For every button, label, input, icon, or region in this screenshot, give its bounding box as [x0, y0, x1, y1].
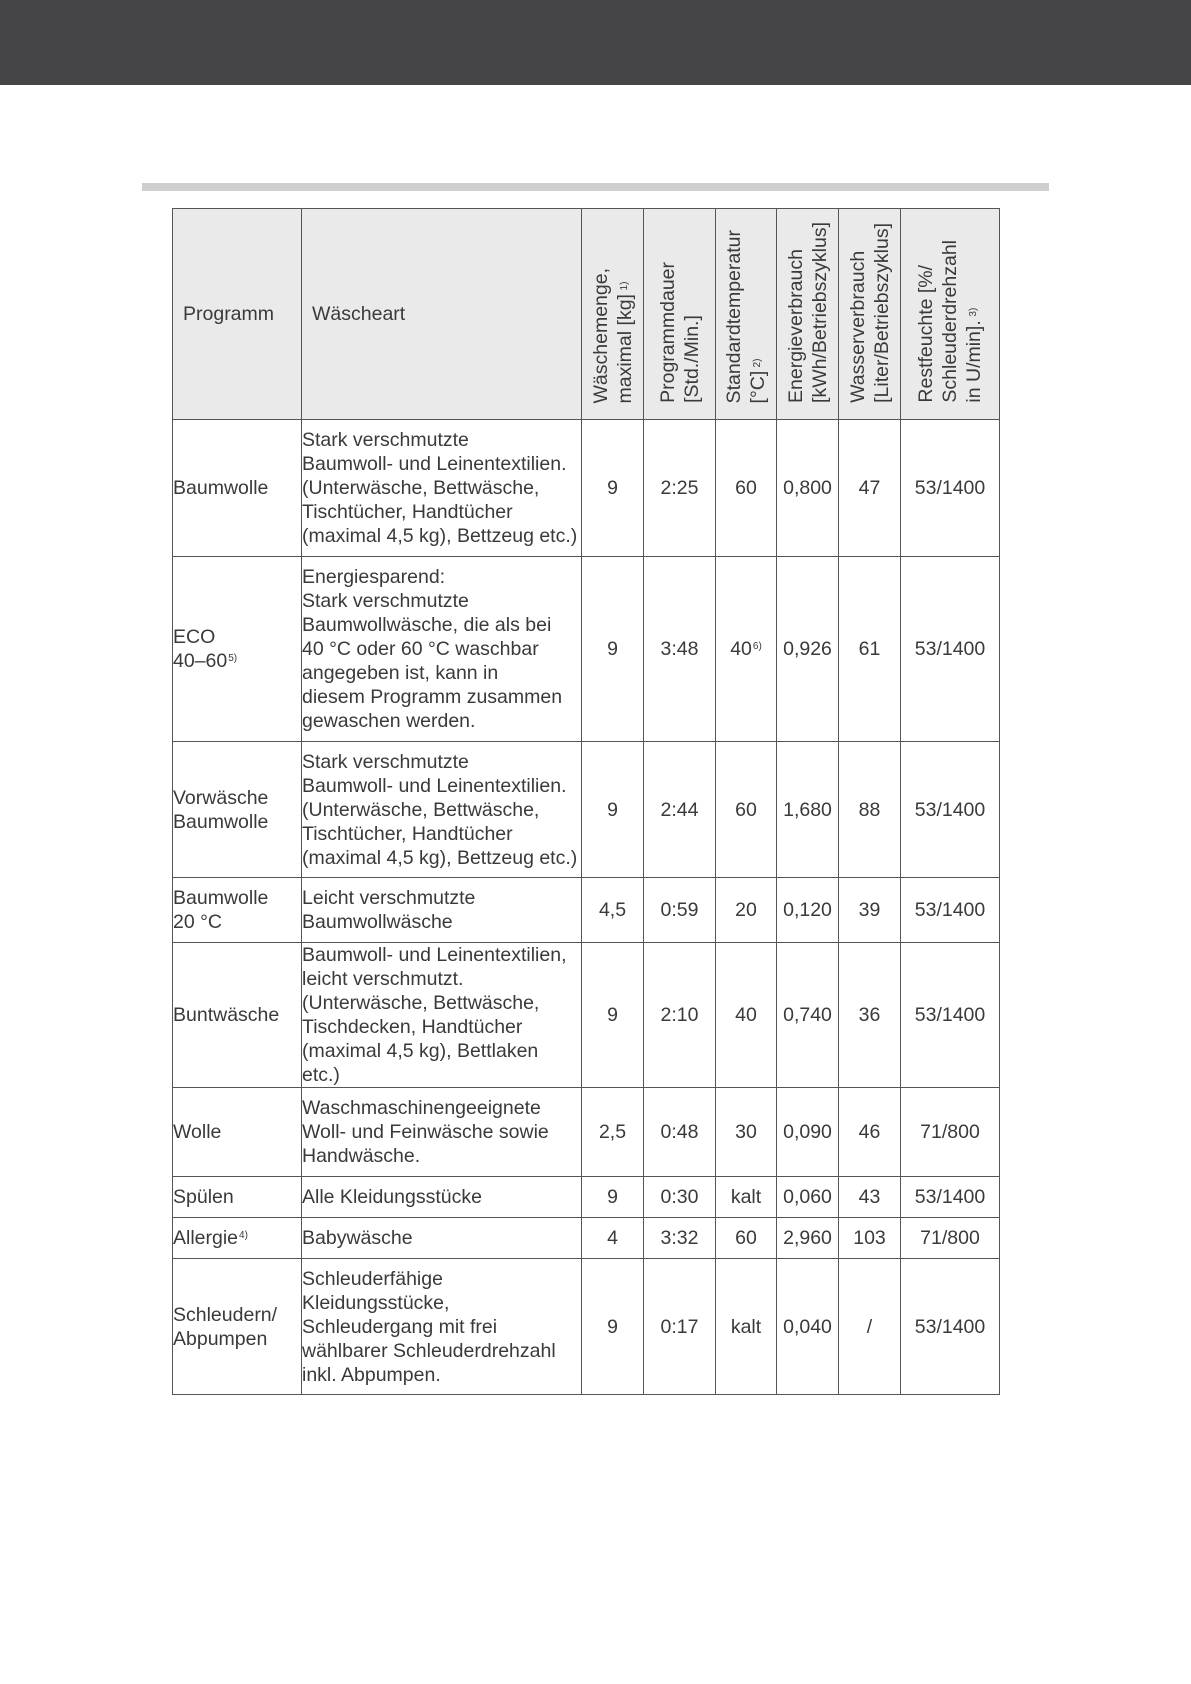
moisture-spin-cell: 53/1400: [901, 1259, 1000, 1395]
temperature-cell: kalt: [716, 1177, 777, 1218]
laundry-type-cell: Baumwoll- und Leinentextilien, leicht verschmutzt. (Unterwäsche, Bettwäsche, Tischdecken, Handtücher (maximal 4,5 kg), Bettlaken etc.): [302, 943, 582, 1088]
header-restfeuchte: Restfeuchte [%/ Schleuderdrehzahl in U/min]. $^{3)}$: [901, 209, 1000, 420]
load-cell: 9: [582, 557, 644, 742]
moisture-spin-cell: 53/1400: [901, 742, 1000, 878]
water-cell: 39: [839, 878, 901, 943]
temperature-cell: 40: [716, 943, 777, 1088]
program-name-cell: Allergie$^{4)}$: [173, 1218, 302, 1259]
energy-cell: 0,926: [777, 557, 839, 742]
program-name-cell: Buntwäsche: [173, 943, 302, 1088]
header-programmdauer: Programmdauer [Std./Min.]: [644, 209, 716, 420]
moisture-spin-cell: 71/800: [901, 1218, 1000, 1259]
program-name-cell: Spülen: [173, 1177, 302, 1218]
header-waeschemenge: Wäschemenge, maximal [kg] $^{1)}$: [582, 209, 644, 420]
top-header-bar: [0, 0, 1191, 85]
load-cell: 9: [582, 1259, 644, 1395]
duration-cell: 2:10: [644, 943, 716, 1088]
load-cell: 9: [582, 1177, 644, 1218]
load-cell: 9: [582, 420, 644, 557]
energy-cell: 0,800: [777, 420, 839, 557]
water-cell: 36: [839, 943, 901, 1088]
duration-cell: 0:59: [644, 878, 716, 943]
load-cell: 2,5: [582, 1088, 644, 1177]
water-cell: 46: [839, 1088, 901, 1177]
header-standardtemperatur: Standardtemperatur [°C] $^{2)}$: [716, 209, 777, 420]
laundry-type-cell: Energiesparend: Stark verschmutzte Baumwollwäsche, die als bei 40 °C oder 60 °C waschbar angegeben ist, kann in diesem Programm zusammen gewaschen werden.: [302, 557, 582, 742]
energy-cell: 0,040: [777, 1259, 839, 1395]
table-row: [173, 1259, 1000, 1395]
table-row: [173, 1088, 1000, 1177]
laundry-type-cell: Babywäsche: [302, 1218, 582, 1259]
load-cell: 4: [582, 1218, 644, 1259]
water-cell: 61: [839, 557, 901, 742]
laundry-type-cell: Alle Kleidungsstücke: [302, 1177, 582, 1218]
water-cell: 88: [839, 742, 901, 878]
laundry-type-cell: Leicht verschmutzte Baumwollwäsche: [302, 878, 582, 943]
water-cell: 47: [839, 420, 901, 557]
table-row: [173, 1218, 1000, 1259]
table-row: [173, 742, 1000, 878]
moisture-spin-cell: 53/1400: [901, 943, 1000, 1088]
temperature-cell: 30: [716, 1088, 777, 1177]
temperature-cell: 60: [716, 1218, 777, 1259]
duration-cell: 0:17: [644, 1259, 716, 1395]
moisture-spin-cell: 53/1400: [901, 420, 1000, 557]
moisture-spin-cell: 53/1400: [901, 1177, 1000, 1218]
table-row: [173, 420, 1000, 557]
laundry-type-cell: Stark verschmutzte Baumwoll- und Leinentextilien. (Unterwäsche, Bettwäsche, Tischtücher, Handtücher (maximal 4,5 kg), Bettzeug etc.): [302, 742, 582, 878]
energy-cell: 0,120: [777, 878, 839, 943]
duration-cell: 2:25: [644, 420, 716, 557]
program-name-cell: Schleudern/ Abpumpen: [173, 1259, 302, 1395]
program-name-cell: Vorwäsche Baumwolle: [173, 742, 302, 878]
table-row: [173, 878, 1000, 943]
table-row: [173, 943, 1000, 1088]
energy-cell: 0,740: [777, 943, 839, 1088]
program-name-cell: Baumwolle: [173, 420, 302, 557]
duration-cell: 0:30: [644, 1177, 716, 1218]
duration-cell: 2:44: [644, 742, 716, 878]
table-row: [173, 1177, 1000, 1218]
temperature-cell: 40$^{6)}$: [716, 557, 777, 742]
duration-cell: 0:48: [644, 1088, 716, 1177]
moisture-spin-cell: 53/1400: [901, 557, 1000, 742]
duration-cell: 3:48: [644, 557, 716, 742]
table-header-row: [173, 209, 1000, 420]
water-cell: /: [839, 1259, 901, 1395]
laundry-type-cell: Schleuderfähige Kleidungsstücke, Schleudergang mit frei wählbarer Schleuderdrehzahl inkl. Abpumpen.: [302, 1259, 582, 1395]
section-rule: [142, 183, 1049, 191]
temperature-cell: kalt: [716, 1259, 777, 1395]
laundry-type-cell: Waschmaschinengeeignete Woll- und Feinwäsche sowie Handwäsche.: [302, 1088, 582, 1177]
energy-cell: 1,680: [777, 742, 839, 878]
header-energieverbrauch: Energieverbrauch [kWh/Betriebszyklus]: [777, 209, 839, 420]
header-programm: Programm: [173, 209, 302, 420]
temperature-cell: 60: [716, 420, 777, 557]
moisture-spin-cell: 53/1400: [901, 878, 1000, 943]
program-name-cell: Baumwolle 20 °C: [173, 878, 302, 943]
energy-cell: 0,090: [777, 1088, 839, 1177]
load-cell: 9: [582, 943, 644, 1088]
temperature-cell: 60: [716, 742, 777, 878]
header-wasserverbrauch: Wasserverbrauch [Liter/Betriebszyklus]: [839, 209, 901, 420]
table-row: [173, 557, 1000, 742]
moisture-spin-cell: 71/800: [901, 1088, 1000, 1177]
duration-cell: 3:32: [644, 1218, 716, 1259]
load-cell: 4,5: [582, 878, 644, 943]
load-cell: 9: [582, 742, 644, 878]
laundry-type-cell: Stark verschmutzte Baumwoll- und Leinentextilien. (Unterwäsche, Bettwäsche, Tischtücher, Handtücher (maximal 4,5 kg), Bettzeug etc.): [302, 420, 582, 557]
water-cell: 103: [839, 1218, 901, 1259]
header-waescheart: Wäscheart: [302, 209, 582, 420]
energy-cell: 2,960: [777, 1218, 839, 1259]
program-name-cell: ECO 40–60$^{5)}$: [173, 557, 302, 742]
temperature-cell: 20: [716, 878, 777, 943]
program-name-cell: Wolle: [173, 1088, 302, 1177]
program-table: [172, 208, 1000, 1395]
water-cell: 43: [839, 1177, 901, 1218]
energy-cell: 0,060: [777, 1177, 839, 1218]
